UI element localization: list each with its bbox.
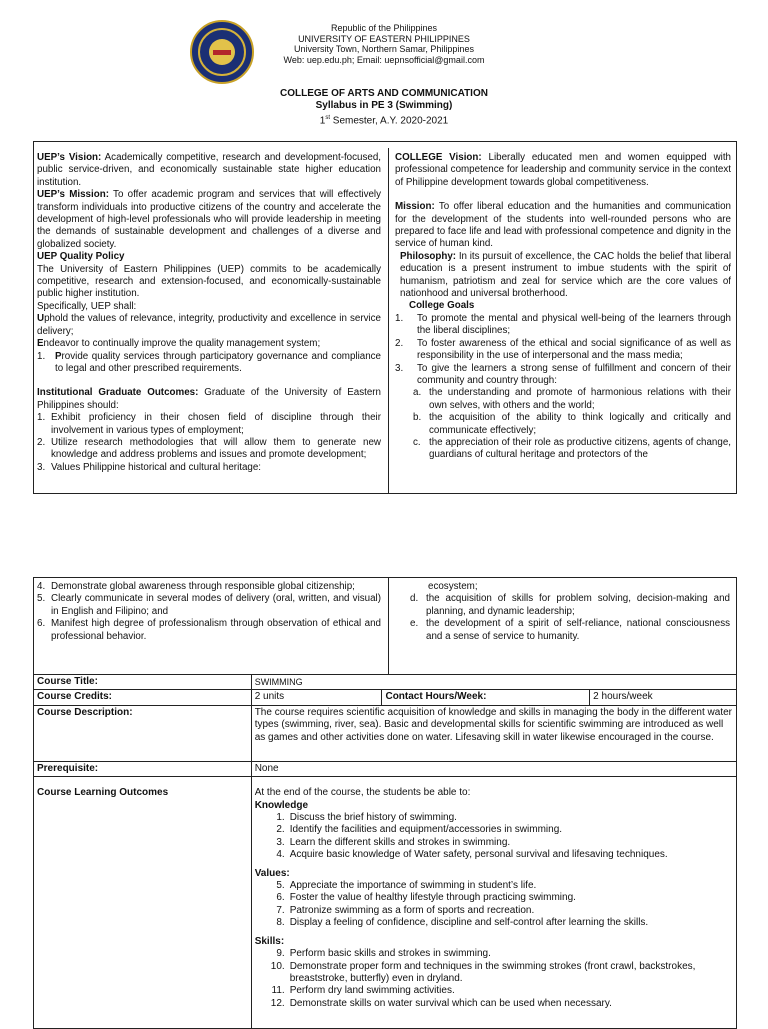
graduate-outcome-item: 4. Demonstrate global awareness through responsible global citizenship;	[37, 581, 355, 592]
college-goal-item: 2. To foster awareness of the ethical and social significance of as well as responsibility in the use of interpersonal and the mass media;	[395, 337, 731, 362]
knowledge-outcome: 4. Acquire basic knowledge of Water safety, personal survival and lifesaving techniques.	[276, 849, 668, 861]
graduate-outcomes-list	[37, 412, 381, 474]
college-subgoal-item: b. the acquisition of the ability to think logically and critically and communicate effectively;	[413, 412, 731, 436]
college-philosophy: Philosophy: In its pursuit of excellence, the CAC holds the belief that liberal education is a present instrument to imbue students with the spirit of humanism, patriotism and zeal for service which are the core values of nationhood and universal brotherhood.	[400, 250, 731, 300]
letterhead	[0, 23, 768, 65]
college-name: COLLEGE OF ARTS AND COMMUNICATION	[280, 88, 488, 99]
college-column	[395, 152, 731, 490]
knowledge-outcome: 1. Discuss the brief history of swimming.	[276, 812, 457, 824]
prerequisite-value: None	[251, 761, 736, 776]
course-credits-row	[34, 690, 737, 705]
skills-outcome: 10. Demonstrate proper form and techniques in the swimming strokes (front crawl, backstrokes, breaststroke, butterfly) even in dryland.	[270, 960, 696, 984]
knowledge-outcome: 2. Identify the facilities and equipment/accessories in swimming.	[276, 824, 563, 836]
course-description-row	[34, 705, 737, 761]
course-title-label: Course Title:	[34, 675, 252, 690]
university-contact: Web: uep.edu.ph; Email: uepnsofficial@gmail.com	[283, 54, 485, 65]
graduate-outcomes-intro: Institutional Graduate Outcomes: Graduate of the University of Eastern Philippines should:	[37, 387, 381, 411]
graduate-outcome-item: 3. Values Philippine historical and cultural heritage:	[37, 461, 262, 473]
skills-outcome: 12. Demonstrate skills on water survival which can be used when necessary.	[270, 997, 612, 1009]
values-outcome: 8. Display a feeling of confidence, discipline and self-control after learning the skills.	[276, 917, 649, 929]
graduate-outcome-item: 6. Manifest high degree of professionalism through observation of ethical and professional behavior.	[37, 618, 381, 642]
column-divider	[388, 148, 389, 494]
values-list	[255, 880, 733, 930]
specifically-line: Specifically, UEP shall:	[37, 300, 137, 312]
learning-outcomes-row	[34, 777, 737, 1029]
university-name: UNIVERSITY OF EASTERN PHILIPPINES	[298, 33, 470, 44]
quality-policy-text: The University of Eastern Philippines (UEP) commits to be academically competitive, research and extension-focused, and economically-sustainable public higher institution.	[37, 263, 381, 300]
graduate-outcome-item: 1. Exhibit proficiency in their chosen field of discipline through their involvement in various types of employment;	[37, 412, 381, 436]
prerequisite-row	[34, 761, 737, 776]
uep-mission: UEP’s Mission: To offer academic program and services that will effectively transform individuals into productive citizens of the country and accelerate the development of high-level professionals who will provide leadership in meeting the demands of sustainable development and challenges of a diverse and globalized society.	[37, 189, 381, 250]
college-mission: Mission: To offer liberal education and the humanities and communication for the development of the students into well-rounded persons who are prepared to face life and lead with professional competence and dignity in the service of human kind.	[395, 201, 731, 250]
college-goal-item: 3. To give the learners a strong sense of fulfillment and concern of their community and country through:	[395, 362, 731, 386]
provide-line: 1. Provide quality services through participatory governance and compliance to legal and other prescribed requirements.	[37, 350, 381, 374]
values-outcome: 6. Foster the value of healthy lifestyle through practicing swimming.	[276, 892, 576, 904]
knowledge-list	[255, 812, 733, 862]
college-goals-list	[395, 313, 731, 387]
university-address: University Town, Northern Samar, Philippines	[294, 44, 474, 54]
uep-column	[37, 152, 381, 492]
learning-outcomes-label: Course Learning Outcomes	[34, 777, 252, 1029]
values-outcome: 7. Patronize swimming as a form of sports and recreation.	[276, 904, 535, 916]
skills-list	[255, 948, 733, 1010]
college-subgoals-list	[413, 387, 731, 461]
contact-hours-value: 2 hours/week	[590, 690, 737, 705]
course-credits-value: 2 units	[251, 690, 382, 705]
continuation-left	[37, 581, 381, 671]
ecosystem-line: ecosystem;	[428, 581, 478, 592]
college-goal-item: 1. To promote the mental and physical well-being of the learners through the liberal disciplines;	[395, 312, 731, 337]
uep-vision: UEP’s Vision: Academically competitive, research and development-focused, public service-driven, and economically sustainable state higher education institution.	[37, 152, 381, 188]
college-subgoal-item: a. the understanding and promote of harmonious relations with their own selves, with others and the world;	[413, 387, 731, 411]
values-outcome: 5. Appreciate the importance of swimming in student’s life.	[276, 880, 537, 892]
college-subgoal-item: c. the appreciation of their role as productive citizens, agents of change, guardians of cultural heritage and protectors of the	[413, 436, 731, 461]
college-subgoal-item: d. the acquisition of skills for problem solving, decision-making and planning, and dynamic leadership;	[410, 593, 730, 617]
values-heading: Values:	[254, 867, 290, 879]
course-credits-label: Course Credits:	[34, 690, 252, 705]
semester-line: 1st Semester, A.Y. 2020-2021	[319, 115, 449, 127]
continuation-divider	[388, 577, 389, 675]
skills-heading: Skills:	[254, 935, 285, 947]
learning-outcomes-content	[251, 777, 736, 1029]
course-description-value: The course requires scientific acquisition of knowledge and skills in managing the body in the different water types (swimming, river, sea). Basic and developmental skills for scientific swimming are introduced as well as games and other activities done on water. Lifesaving skill in water likewise encouraged in the course.	[251, 705, 736, 761]
endeavor-line: Endeavor to continually improve the quality management system;	[37, 338, 321, 350]
course-info-table	[33, 674, 737, 1029]
graduate-outcome-item: 5. Clearly communicate in several modes of delivery (oral, written, and visual) in English and Filipino; and	[37, 593, 381, 617]
course-title-row	[34, 675, 737, 690]
course-title-value: SWIMMING	[251, 675, 736, 690]
knowledge-heading: Knowledge	[254, 799, 309, 811]
college-subgoal-item: e. the development of a spirit of self-reliance, national consciousness and a sense of service to humanity.	[410, 618, 730, 642]
quality-policy-heading: UEP Quality Policy	[37, 251, 125, 263]
skills-outcome: 11. Perform dry land swimming activities.	[271, 985, 455, 997]
prerequisite-label: Prerequisite:	[34, 761, 252, 776]
college-vision: COLLEGE Vision: Liberally educated men and women equipped with professional competence for leadership and community service in the context of Philippine development towards global competitiveness.	[395, 152, 731, 188]
course-description-label: Course Description:	[34, 705, 252, 761]
knowledge-outcome: 3. Learn the different skills and strokes in swimming.	[276, 836, 511, 848]
uphold-line: Uphold the values of relevance, integrity, productivity and excellence in service delivery;	[37, 313, 381, 337]
republic-line: Republic of the Philippines	[330, 23, 438, 33]
outcomes-intro: At the end of the course, the students be able to:	[254, 787, 471, 799]
graduate-outcome-item: 2. Utilize research methodologies that will allow them to generate new knowledge and address problems and issues and promote development;	[37, 436, 381, 461]
continuation-right	[410, 581, 730, 671]
skills-outcome: 9. Perform basic skills and strokes in swimming.	[276, 948, 491, 960]
syllabus-title: Syllabus in PE 3 (Swimming)	[315, 100, 453, 111]
college-goals-heading: College Goals	[409, 300, 475, 312]
contact-hours-label: Contact Hours/Week:	[382, 690, 590, 705]
document-title	[0, 88, 768, 127]
